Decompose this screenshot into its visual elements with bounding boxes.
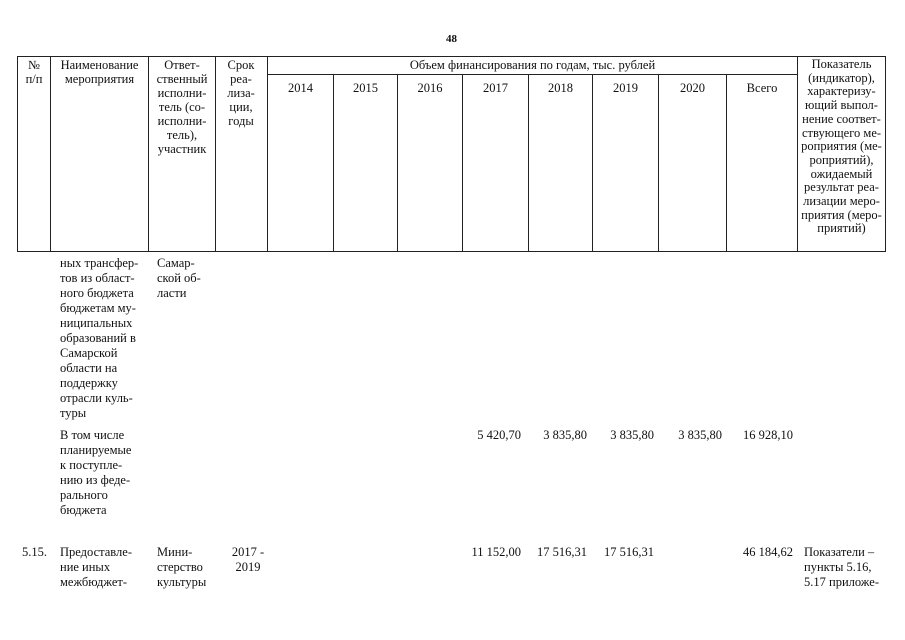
- year-2016: 2016: [417, 81, 443, 95]
- row3-num: 5.15.: [22, 545, 47, 559]
- page-number: 48: [446, 33, 457, 45]
- row3-value-2019: 17 516,31: [604, 545, 654, 559]
- row3-responsible: Мини- стерство культуры: [157, 545, 207, 589]
- year-2018: 2018: [548, 81, 573, 95]
- row3-value-2018: 17 516,31: [537, 545, 587, 559]
- year-total: Всего: [746, 81, 778, 95]
- row3-indicator: Показатели – пункты 5.16, 5.17 приложе-: [804, 545, 879, 589]
- row3-name: Предоставле- ние иных межбюджет-: [60, 545, 132, 589]
- header-responsible: Ответ- ственный исполни- тель (со- исполни- тель), участник: [156, 58, 208, 156]
- row2-value-total: 16 928,10: [743, 428, 793, 442]
- row2-value-2019: 3 835,80: [610, 428, 654, 442]
- row1-name: ных трансфер- тов из област- ного бюджета бюджетам му- ниципальных образований в Самарской области на поддержку отрасли куль- туры: [60, 256, 139, 420]
- row1-responsible: Самар- ской об- ласти: [157, 256, 201, 300]
- row2-value-2018: 3 835,80: [543, 428, 587, 442]
- row3-value-2017: 11 152,00: [471, 545, 521, 559]
- year-2020: 2020: [680, 81, 705, 95]
- row2-name: В том числе планируемые к поступле- нию из феде- рального бюджета: [60, 428, 132, 517]
- row2-value-2020: 3 835,80: [678, 428, 722, 442]
- row2-value-2017: 5 420,70: [477, 428, 521, 442]
- header-term: Срок реа- лиза- ции, годы: [227, 58, 255, 128]
- header-indicator: Показатель (индикатор), характеризу- ющий выпол- нение соответ- ствующего ме- роприятия (ме- роприятий), ожидаемый результат реа- лизации меро- приятия (меро- приятий): [801, 57, 882, 236]
- header-funding-title: Объем финансирования по годам, тыс. рублей: [409, 58, 656, 72]
- header-num: № п/п: [25, 58, 43, 86]
- year-2017: 2017: [483, 81, 508, 95]
- row3-value-total: 46 184,62: [743, 545, 793, 559]
- year-2015: 2015: [353, 81, 378, 95]
- header-name: Наименование мероприятия: [60, 58, 139, 86]
- year-2019: 2019: [613, 81, 638, 95]
- year-2014: 2014: [288, 81, 313, 95]
- row3-term: 2017 - 2019: [231, 545, 265, 574]
